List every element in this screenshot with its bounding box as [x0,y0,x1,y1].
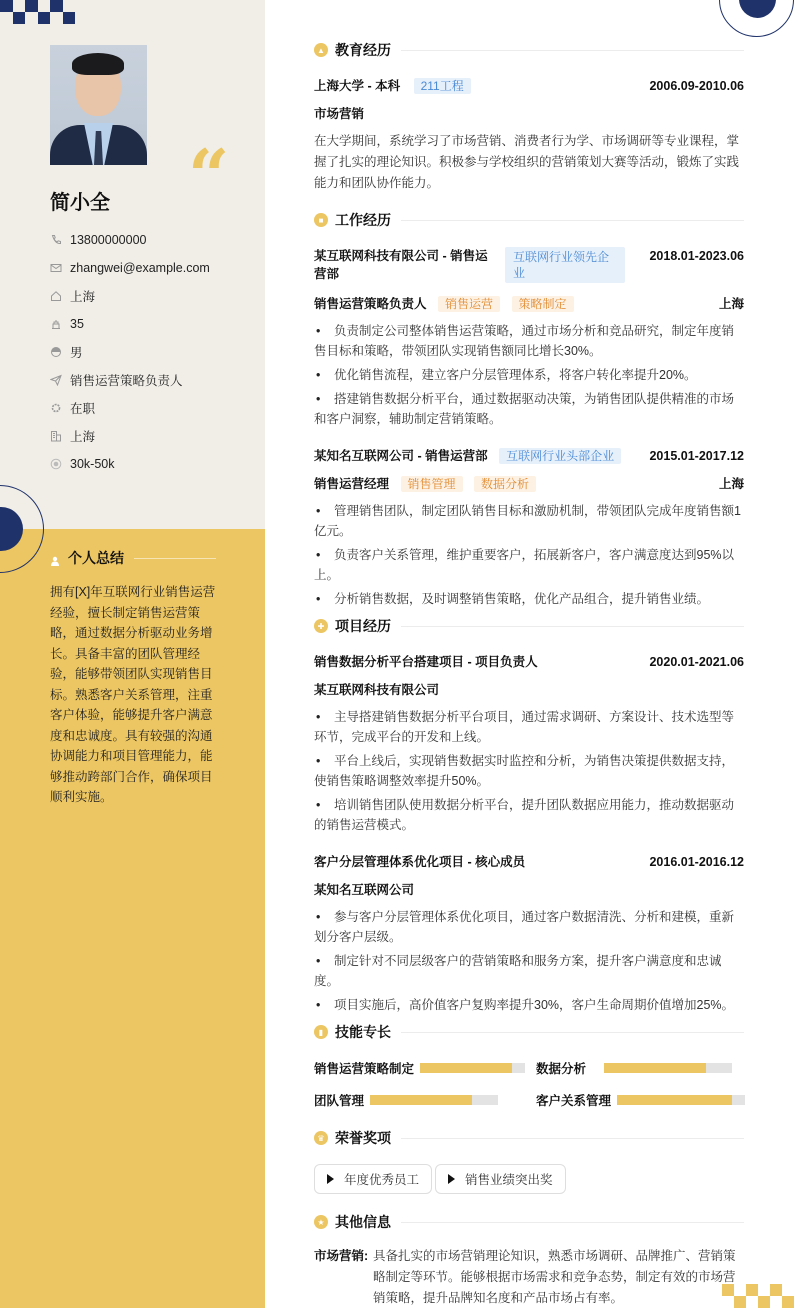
home-icon [50,290,62,302]
skill-bar [370,1095,498,1105]
play-icon [448,1174,455,1184]
list-item: • 培训销售团队使用数据分析平台，提升团队数据应用能力，推动数据驱动的销售运营模式。 [314,795,744,835]
info-phone: 13800000000 [50,226,210,254]
divider [401,626,744,627]
project-date: 2020.01-2021.06 [649,655,744,669]
job-role: 销售运营策略负责人 [314,297,427,311]
list-item: • 平台上线后，实现销售数据实时监控和分析，为销售决策提供数据支持，使销售策略调整效率提升50%。 [314,751,744,791]
projects-icon: ✚ [314,619,328,633]
checker-decoration [0,0,75,24]
role-tag: 数据分析 [474,476,536,492]
work-bullets-1 [314,321,744,433]
skill-item: 数据分析 [536,1059,732,1077]
divider [401,1222,744,1223]
list-item: • 制定针对不同层级客户的营销策略和服务方案，提升客户满意度和忠诚度。 [314,951,744,991]
info-email: zhangwei@example.com [50,254,210,282]
divider [401,1032,744,1033]
section-education-title: ▲ 教育经历 [314,40,744,60]
other-info-row [314,1246,744,1308]
section-skills-title: ▮ 技能专长 [314,1022,744,1042]
project-title: 销售数据分析平台搭建项目 - 项目负责人 [314,655,538,669]
gender-icon [50,346,62,358]
skill-item: 客户关系管理 [536,1091,745,1109]
awards-icon: ♛ [314,1131,328,1145]
work-bullets-2 [314,501,744,613]
info-city: 上海 [50,422,210,450]
summary-text: 拥有[X]年互联网行业销售运营经验，擅长制定销售运营策略，通过数据分析驱动业务增长。具备丰富的团队管理经验，能够带领团队实现销售目标。熟悉客户关系管理，注重客户体验，能够提升客户满意度和忠诚度。具有较强的沟通协调能力和项目管理能力，能够推动跨部门合作，确保项目顺利实施。 [50,585,216,804]
send-icon [50,374,62,386]
list-item: • 参与客户分层管理体系优化项目，通过客户数据清洗、分析和建模，重新划分客户层级。 [314,907,744,947]
project-company-row-2 [314,881,744,899]
education-icon: ▲ [314,43,328,57]
divider [134,558,216,559]
info-position: 销售运营策略负责人 [50,366,210,394]
age-icon [50,318,62,330]
project-company: 某知名互联网公司 [314,883,415,897]
project-title: 客户分层管理体系优化项目 - 核心成员 [314,855,526,869]
list-item: • 搭建销售数据分析平台，通过数据驱动决策，为销售团队提供精准的市场和客户洞察，辅助制定营销策略。 [314,389,744,429]
company-tag: 互联网行业领先企业 [505,247,625,283]
project-company-row-1 [314,681,744,699]
education-description: 在大学期间，系统学习了市场营销、消费者行为学、市场调研等专业课程，掌握了扎实的理论知识。积极参与学校组织的营销策划大赛等活动，锻炼了实践能力和团队协作能力。 [314,134,740,190]
avatar-photo [50,45,147,165]
info-gender: 男 [50,338,210,366]
list-item: • 负责客户关系管理，维护重要客户，拓展新客户，客户满意度达到95%以上。 [314,545,744,585]
role-tag: 销售管理 [401,476,463,492]
skills-icon: ▮ [314,1025,328,1039]
company-tag: 互联网行业头部企业 [499,448,621,464]
company-name: 某互联网科技有限公司 - 销售运营部 [314,249,488,281]
other-text: 具备扎实的市场营销理论知识，熟悉市场调研、品牌推广、营销策略制定等环节。能够根据市场需求和竞争态势，制定有效的市场营销策略，提升品牌知名度和产品市场占有率。 [373,1249,736,1305]
work-location: 上海 [718,477,744,491]
phone-icon [50,234,62,246]
work-location: 上海 [718,297,744,311]
skill-bar [420,1063,525,1073]
status-icon [50,402,62,414]
skill-item: 销售运营策略制定 [314,1059,525,1077]
role-tag: 销售运营 [438,296,500,312]
other-icon: ★ [314,1215,328,1229]
contact-info-list [50,226,210,478]
work-header-2 [314,447,744,465]
info-salary: 30k-50k [50,450,210,478]
work-date: 2018.01-2023.06 [649,249,744,263]
company-name: 某知名互联网公司 - 销售运营部 [314,449,488,463]
education-header [314,77,744,95]
list-item: • 分析销售数据，及时调整销售策略，优化产品组合，提升销售业绩。 [314,589,744,609]
list-item: • 项目实施后，高价值客户复购率提升30%，客户生命周期价值增加25%。 [314,995,744,1015]
building-icon [50,430,62,442]
list-item: • 主导搭建销售数据分析平台项目，通过需求调研、方案设计、技术选型等环节，完成平台的开发和上线。 [314,707,744,747]
quote-icon: “ [188,133,230,218]
skill-item: 团队管理 [314,1091,498,1109]
section-other-title: ★ 其他信息 [314,1212,744,1232]
education-date: 2006.09-2010.06 [649,79,744,93]
salary-icon [50,458,62,470]
user-icon [50,553,60,563]
project-bullets-2 [314,907,744,1019]
play-icon [327,1174,334,1184]
project-bullets-1 [314,707,744,839]
education-major: 市场营销 [314,107,365,121]
project-header-2 [314,853,744,871]
section-awards-title: ♛ 荣誉奖项 [314,1128,744,1148]
school-name: 上海大学 - 本科 [314,79,401,93]
info-location: 上海 [50,282,210,310]
divider [401,50,744,51]
job-role: 销售运营经理 [314,477,390,491]
section-work-title: ■ 工作经历 [314,210,744,230]
section-projects-title: ✚ 项目经历 [314,616,744,636]
list-item: • 管理销售团队，制定团队销售目标和激励机制，带领团队完成年度销售额1亿元。 [314,501,744,541]
project-date: 2016.01-2016.12 [649,855,744,869]
info-status: 在职 [50,394,210,422]
candidate-name: 简小全 [50,192,110,214]
list-item: • 优化销售流程，建立客户分层管理体系，将客户转化率提升20%。 [314,365,744,385]
project-company: 某互联网科技有限公司 [314,683,440,697]
skill-bar [617,1095,745,1105]
school-tag: 211工程 [414,78,471,94]
checker-decoration-bottom [722,1284,794,1308]
work-header-1 [314,247,744,283]
project-header-1 [314,653,744,671]
award-badge: 销售业绩突出奖 [435,1164,566,1194]
role-tag: 策略制定 [512,296,574,312]
mail-icon [50,262,62,274]
divider [401,1138,744,1139]
skill-bar [604,1063,732,1073]
list-item: • 负责制定公司整体销售运营策略，通过市场分析和竞品研究，制定年度销售目标和策略，带领团队实现销售额同比增长30%。 [314,321,744,361]
summary-heading: 个人总结 [50,548,216,568]
work-role-row-2 [314,475,744,493]
work-icon: ■ [314,213,328,227]
work-role-row-1 [314,295,744,313]
divider [401,220,744,221]
award-badge: 年度优秀员工 [314,1164,432,1194]
sidebar [0,0,265,1308]
education-major-row [314,105,744,123]
info-age: 35 [50,310,210,338]
work-date: 2015.01-2017.12 [649,449,744,463]
other-label: 市场营销: [314,1249,369,1263]
